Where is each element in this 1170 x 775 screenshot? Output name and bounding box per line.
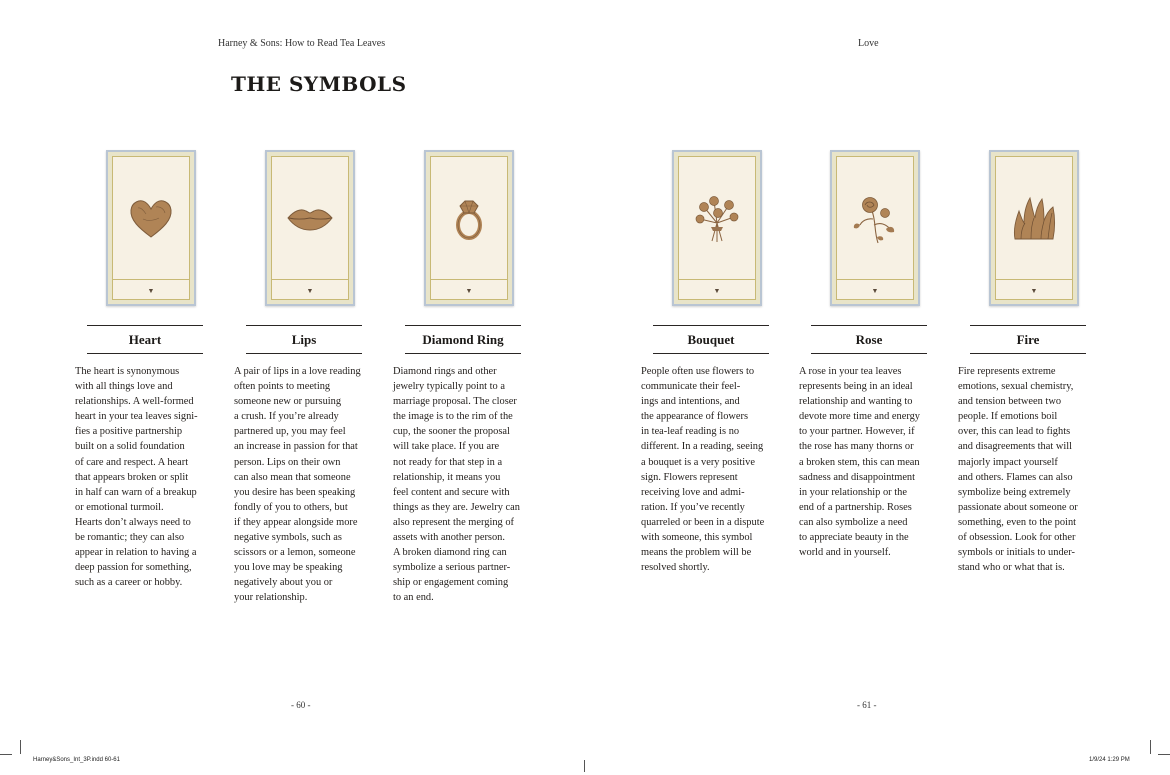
desc-line: A rose in your tea leaves [799,366,902,377]
desc-line: ings and intentions, and [641,396,740,408]
slug-filename: Harney&Sons_Int_3P.indd 60-61 [33,757,120,763]
desc-line: receiving love and admi- [641,486,745,498]
symbol-card [989,150,1079,306]
desc-line: ration. If you’ve recently [641,501,745,513]
desc-line: such as a career or hobby. [75,577,183,589]
symbol-name: Rose [855,332,883,347]
desc-line: stand who or what that is. [958,562,1065,574]
symbol-name: Heart [128,332,162,347]
desc-line: you love may be speaking [234,562,343,574]
rule [653,325,769,326]
desc-line: end of a partnership. Roses [799,501,912,513]
rule [811,353,927,354]
desc-line: marriage proposal. The closer [393,396,517,408]
desc-line: a bouquet is a very positive [641,456,755,468]
desc-line: A pair of lips in a love reading [234,366,361,377]
desc-line: of care and respect. A heart [75,456,189,468]
desc-line: and disagreements that will [958,441,1072,453]
desc-line: that appears broken or split [75,471,189,483]
desc-line: person. Lips on their own [234,456,341,468]
desc-line: Diamond rings and other [393,366,497,377]
desc-line: ship or engagement coming [393,577,509,589]
symbol-card [830,150,920,306]
triangle-down-icon: ▼ [713,287,721,295]
lips-icon [285,193,335,245]
desc-line: if they appear alongside more [234,516,358,528]
page-title: THE SYMBOLS [231,72,407,96]
rule [970,325,1086,326]
desc-line: deep passion for something, [75,562,192,574]
running-head-right: Love [858,38,879,49]
bouquet-icon [692,193,742,245]
desc-line: not ready for that step in a [393,456,503,468]
desc-line: often points to meeting [234,381,331,393]
desc-line: a crush. If you’re already [234,411,339,423]
page-number-right: - 61 - [857,700,877,710]
desc-line: heart in your tea leaves signi- [75,411,198,423]
desc-line: the image is to the rim of the [393,411,513,423]
symbol-lips [234,150,404,606]
desc-line: majorly impact yourself [958,456,1058,468]
desc-line: also represent the merging of [393,516,514,528]
crop-mark [0,754,12,755]
symbol-description [234,364,392,606]
rule [405,325,521,326]
desc-line: can also symbolize a need [799,516,908,528]
desc-line: different. In a reading, seeing [641,441,764,453]
desc-line: things as they are. Jewelry can [393,501,520,513]
rule [970,353,1086,354]
rule [405,353,521,354]
desc-line: to your partner. However, if [799,426,915,438]
symbol-name: Lips [291,332,317,347]
symbol-card [265,150,355,306]
desc-line: fies a positive partnership [75,426,183,438]
symbol-name: Fire [1016,332,1040,347]
desc-line: to an end. [393,592,434,604]
desc-line: of obsession. Look for other [958,532,1076,544]
desc-line: your relationship. [234,592,308,604]
desc-line: or emotional turmoil. [75,501,164,513]
desc-line: relationship, it means you [393,471,501,483]
desc-line: be romantic; they can also [75,532,185,544]
desc-line: something, even to the point [958,516,1077,528]
desc-line: negatively about you or [234,577,333,589]
desc-line: feel content and secure with [393,486,510,498]
desc-line: relationship and wanting to [799,396,913,408]
desc-line: The heart is synonymous [75,366,180,377]
desc-line: you desire has been speaking [234,486,356,498]
desc-line: relationships. A well-formed [75,396,194,408]
symbol-card [424,150,514,306]
running-head-left: Harney & Sons: How to Read Tea Leaves [218,38,386,49]
desc-line: in your relationship or the [799,486,907,498]
desc-line: can also mean that someone [234,471,351,483]
symbol-bouquet [641,150,811,575]
desc-line: appear in relation to having a [75,547,197,559]
desc-line: the rose has many thorns or [799,441,914,453]
rule [87,353,203,354]
heart-icon [126,193,176,245]
crop-mark [1150,740,1151,754]
desc-line: A broken diamond ring can [393,547,507,559]
crop-mark [20,740,21,754]
triangle-down-icon: ▼ [147,287,155,295]
desc-line: Hearts don’t always need to [75,516,191,528]
desc-line: someone new or pursuing [234,396,342,408]
desc-line: an increase in passion for that [234,441,358,453]
desc-line: the appearance of flowers [641,411,749,423]
page-number-left: - 60 - [291,700,311,710]
desc-line: jewelry typically point to a [393,381,505,393]
desc-line: and tension between two [958,396,1062,408]
desc-line: people. If emotions boil [958,411,1058,423]
rose-icon [850,193,900,245]
desc-line: passionate about someone or [958,501,1078,513]
symbol-card [672,150,762,306]
triangle-down-icon: ▼ [871,287,879,295]
desc-line: sadness and disappointment [799,471,916,483]
desc-line: sign. Flowers represent [641,471,738,483]
desc-line: symbolize a serious partner- [393,562,511,574]
desc-line: built on a solid foundation [75,441,185,453]
desc-line: and others. Flames can also [958,471,1073,483]
desc-line: People often use flowers to [641,366,755,377]
symbol-rose [799,150,969,560]
desc-line: partnered up, you may feel [234,426,346,438]
symbol-heart [75,150,245,590]
symbol-description [958,364,1116,575]
desc-line: to appreciate beauty in the [799,532,909,544]
desc-line: scissors or a lemon, someone [234,547,356,559]
symbol-diamond-ring [393,150,563,606]
desc-line: over, this can lead to fights [958,426,1071,438]
desc-line: symbols or initials to under- [958,547,1075,559]
desc-line: Fire represents extreme [958,366,1056,377]
diamond-ring-icon [444,193,494,245]
fire-icon [1009,193,1059,245]
symbol-description [75,364,233,590]
desc-line: fondly of you to others, but [234,501,348,513]
triangle-down-icon: ▼ [465,287,473,295]
rule [653,353,769,354]
desc-line: in tea-leaf reading is no [641,426,740,438]
rule [87,325,203,326]
desc-line: with all things love and [75,381,173,393]
symbol-description [641,364,799,575]
desc-line: emotions, sexual chemistry, [958,381,1074,393]
desc-line: symbolize being extremely [958,486,1071,498]
desc-line: resolved shortly. [641,562,710,574]
symbol-name: Diamond Ring [422,332,504,347]
desc-line: will take place. If you are [393,441,500,453]
desc-line: devote more time and energy [799,411,920,423]
desc-line: assets with another person. [393,532,505,544]
rule [246,325,362,326]
desc-line: cup, the sooner the proposal [393,426,510,438]
desc-line: world and in yourself. [799,547,891,559]
triangle-down-icon: ▼ [1030,287,1038,295]
symbol-name: Bouquet [687,332,735,347]
rule [811,325,927,326]
crop-mark [584,760,585,772]
desc-line: represents being in an ideal [799,381,913,393]
desc-line: with someone, this symbol [641,532,753,544]
triangle-down-icon: ▼ [306,287,314,295]
symbol-description [393,364,551,606]
desc-line: in half can warn of a breakup [75,486,197,498]
desc-line: means the problem will be [641,547,752,559]
symbol-description [799,364,957,560]
symbol-fire [958,150,1128,575]
slug-timestamp: 1/9/24 1:29 PM [1089,757,1130,763]
desc-line: a broken stem, this can mean [799,456,920,468]
desc-line: communicate their feel- [641,381,741,393]
symbol-card [106,150,196,306]
crop-mark [1158,754,1170,755]
desc-line: negative symbols, such as [234,532,342,544]
rule [246,353,362,354]
desc-line: quarreled or been in a dispute [641,516,765,528]
